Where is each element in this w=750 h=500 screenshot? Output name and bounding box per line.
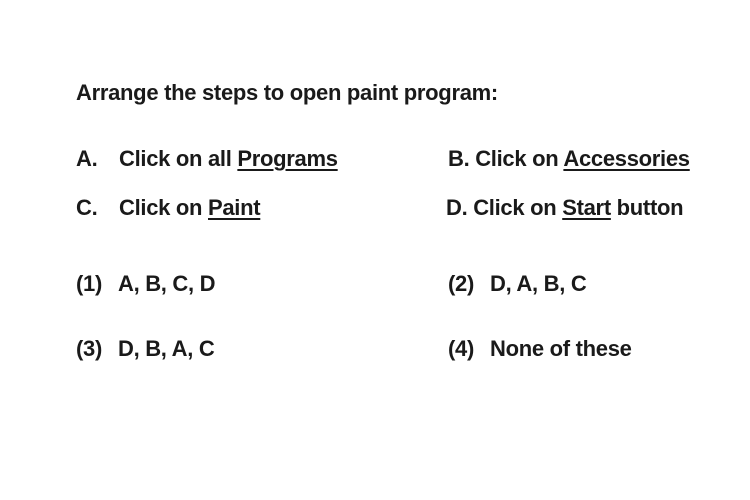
- question-title: Arrange the steps to open paint program:: [76, 80, 498, 105]
- step-d-suffix: button: [610, 195, 684, 220]
- step-c: [76, 195, 260, 221]
- answer-option-4[interactable]: [448, 336, 632, 362]
- step-a-link: Programs: [237, 146, 338, 171]
- step-b-link: Accessories: [563, 146, 690, 171]
- step-d-label: D.: [446, 195, 468, 220]
- option-1-text: A, B, C, D: [118, 271, 216, 296]
- step-b-prefix: Click on: [475, 146, 564, 171]
- option-2-text: D, A, B, C: [490, 271, 587, 296]
- option-2-label: (2): [448, 271, 474, 296]
- step-b-label: B.: [448, 146, 470, 171]
- step-d-link: Start: [562, 195, 611, 220]
- step-d-prefix: Click on: [473, 195, 563, 220]
- step-c-prefix: Click on: [119, 195, 208, 220]
- step-a: [76, 146, 338, 172]
- answer-option-2[interactable]: [448, 271, 586, 297]
- step-a-label: A.: [76, 146, 98, 171]
- answer-option-1[interactable]: [76, 271, 215, 297]
- step-b: [448, 146, 690, 172]
- option-4-text: None of these: [490, 336, 632, 361]
- option-4-label: (4): [448, 336, 474, 361]
- step-c-label: C.: [76, 195, 98, 220]
- step-c-link: Paint: [208, 195, 261, 220]
- step-d: [446, 195, 683, 221]
- step-a-prefix: Click on all: [119, 146, 238, 171]
- answer-option-3[interactable]: [76, 336, 214, 362]
- option-1-label: (1): [76, 271, 102, 296]
- option-3-text: D, B, A, C: [118, 336, 215, 361]
- option-3-label: (3): [76, 336, 102, 361]
